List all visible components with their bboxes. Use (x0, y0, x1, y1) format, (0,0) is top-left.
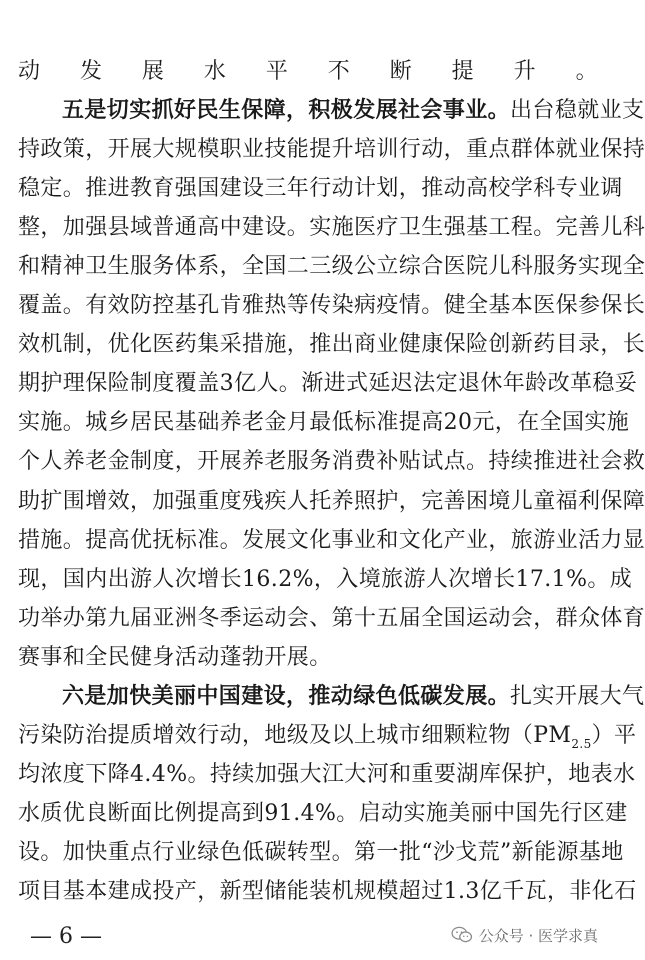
text-line: 助扩围增效，加强重度残疾人托养照护，完善困境儿童福利保障 (18, 489, 645, 514)
text-line: 覆盖。有效防控基孔肯雅热等传染病疫情。健全基本医保参保长 (18, 293, 645, 318)
section-heading: 五是切实抓好民生保障，积极发展社会事业。 (62, 98, 511, 123)
watermark (451, 920, 598, 950)
text-line: 效机制，优化医药集采措施，推出商业健康保险创新药目录，长 (18, 332, 645, 357)
section-heading: 六是加快美丽中国建设，推动绿色低碳发展。 (62, 684, 511, 709)
text-line: 水质优良断面比例提高到91.4%。启动实施美丽中国先行区建 (18, 801, 628, 826)
text-line: 期护理保险制度覆盖3亿人。渐进式延迟法定退休年龄改革稳妥 (18, 371, 638, 396)
text-line: 设。加快重点行业绿色低碳转型。第一批“沙戈荒”新能源基地 (18, 840, 624, 865)
text-line: 功举办第九届亚洲冬季运动会、第十五届全国运动会，群众体育 (18, 606, 645, 631)
text-line: 实施。城乡居民基础养老金月最低标准提高20元，在全国实施 (18, 410, 630, 435)
text-line (18, 91, 645, 131)
text-line: 均浓度下降4.4%。持续加强大江大河和重要湖库保护，地表水 (18, 762, 636, 787)
text-line: 赛事和全民健身活动蓬勃开展。 (18, 645, 332, 670)
text-line: 动发展水平不断提升。 (18, 59, 598, 84)
watermark-text: 公众号 · 医学求真 (478, 926, 598, 945)
subscript: 2.5 (571, 737, 592, 751)
text-line: 项目基本建成投产，新型储能装机规模超过1.3亿千瓦，非化石 (18, 879, 637, 904)
text-line: 措施。提高优抚标准。发展文化事业和文化产业，旅游业活力显 (18, 528, 645, 553)
text-line (18, 716, 637, 756)
text-line: 现，国内出游人次增长16.2%，入境旅游人次增长17.1%。成 (18, 567, 633, 592)
text-line: 稳定。推进教育强国建设三年行动计划，推动高校学科专业调 (18, 176, 623, 201)
wechat-icon (451, 926, 473, 944)
text-span: 扎实开展大气 (510, 684, 645, 709)
text-line: 持政策，开展大规模职业技能提升培训行动，重点群体就业保持 (18, 137, 645, 162)
text-line: 个人养老金制度，开展养老服务消费补贴试点。持续推进社会救 (18, 449, 645, 474)
text-line (18, 677, 645, 717)
text-span: 出台稳就业支 (510, 98, 645, 123)
text-line: 和精神卫生服务体系，全国二三级公立综合医院儿科服务实现全 (18, 254, 645, 279)
text-span: 污染防治提质增效行动，地级及以上城市细颗粒物（PM (18, 723, 572, 748)
text-line: 整，加强县域普通高中建设。实施医疗卫生强基工程。完善儿科 (18, 215, 645, 240)
text-span: ）平 (591, 723, 637, 748)
page-number: — 6 — (30, 924, 102, 949)
